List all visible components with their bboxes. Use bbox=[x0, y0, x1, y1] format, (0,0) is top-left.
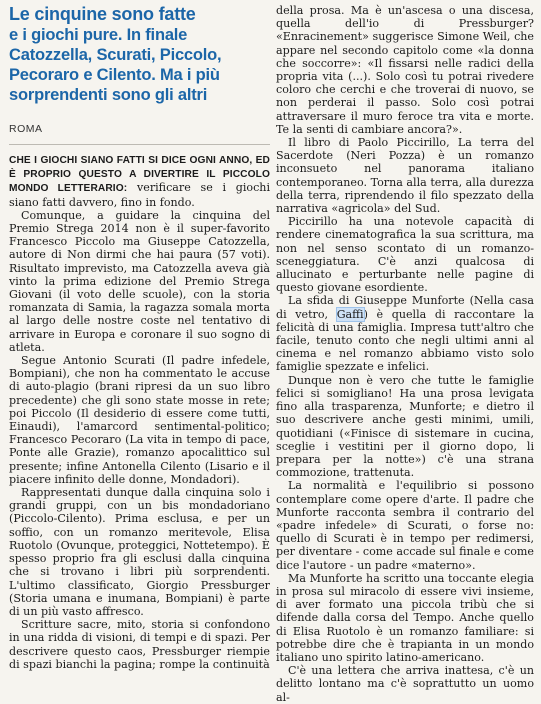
headline bbox=[9, 4, 270, 105]
body-paragraph: della prosa. Ma è un'ascesa o una discesa, quella dell'io di Pressburger? «Enracinement» suggerisce Simone Weil, che appare nel secondo capitolo come «la donna che soccorre»: «Il fissarsi nelle radici della propria vita (...). Solo così tu potrai rivedere coloro che cerchi e che troverai di nuovo, se non perderai il passo. Solo così potrai attraversare il muro feroce tra vita e morte. Te la senti di cambiare ancora?». bbox=[276, 4, 534, 136]
body-paragraph: Dunque non è vero che tutte le famiglie felici si somigliano! Ha una prosa levigata fino alla trasparenza, Munforte; e dietro il suo descrivere anche gesti minimi, umili, quotidiani («Finisce di sistemare in cucina, sceglie i vestitini per il giorno dopo, li prepara per la notte») c'è una strana commozione, trattenuta. bbox=[276, 373, 534, 480]
body-paragraph: Piccirillo ha una notevole capacità di rendere cinematografica la sua scrittura, ma non nel senso scontato di un romanzo-sceneggiatura. C'è anzi qualcosa di allucinato e perturbante nelle pagine di questo giovane esordiente. bbox=[276, 215, 534, 295]
right-column bbox=[276, 4, 534, 704]
body-paragraph: Comunque, a guidare la cinquina del Premio Strega 2014 non è il super-favorito Francesco Piccolo ma Giuseppe Catozzella, autore di Non dirmi che hai paura (57 voti). Risultato imprevisto, ma Catozzella aveva già vinto la prima edizione del Premio Strega Giovani (il voto delle scuole), con la storia romanzata di Samia, la ragazza somala morta al largo delle nostre coste nel tentativo di arrivare in Europa e coronare il suo sogno di atleta. bbox=[9, 208, 270, 354]
body-paragraph: Rappresentati dunque dalla cinquina solo i grandi gruppi, con un bis mondadoriano (Piccolo-Cilento). Prima esclusa, e per un soffio, con un romanzo meritevole, Elisa Ruotolo (Ovunque, proteggici, Nottetempo). È spesso proprio fra gli esclusi dalla cinquina che si trovano i libri più sorprendenti. L'ultimo classificato, Giorgio Pressburger (Storia umana e inumana, Bompiani) è parte di un più vasto affresco. bbox=[9, 486, 270, 618]
text-fragment: La sfida di Giuseppe Munforte (Nella casa di vetro, bbox=[276, 294, 534, 321]
highlighted-publisher[interactable]: Gaffi bbox=[336, 307, 364, 321]
intro-paragraph bbox=[9, 153, 270, 209]
left-column bbox=[9, 4, 270, 671]
kicker-tail: verificare se i giochi siano fatti davvero, fino in fondo. bbox=[9, 181, 270, 209]
body-paragraph: Ma Munforte ha scritto una toccante elegia in prosa sul miracolo di essere vivi insieme, di aver formato una piccola tribù che si difende dalla corsa del Tempo. Anche quello di Elisa Ruotolo è un romanzo familiare: si potrebbe dire che è trapianta in un mondo italiano uno spirito latino-americano. bbox=[276, 571, 534, 664]
body-paragraph: Segue Antonio Scurati (Il padre infedele, Bompiani), che non ha commentato le accuse di auto-plagio (brani ripresi da un suo libro precedente) che gli sono state mosse in rete; poi Piccolo (Il desiderio di essere come tutti, Einaudi), l'amarcord sentimental-politico; Francesco Pecoraro (La vita in tempo di pace, Ponte alle Grazie), romanzo apocalittico sul presente; infine Antonella Cilento (Lisario e il piacere infinito delle donne, Mondadori). bbox=[9, 354, 270, 486]
body-paragraph: Il libro di Paolo Piccirillo, La terra del Sacerdote (Neri Pozza) è un romanzo inconsueto nel panorama italiano contemporaneo. Torna alla terra, alla durezza della terra, riprendendo il filo spezzato della narrativa «agricola» del Sud. bbox=[276, 136, 534, 216]
headline-lead: Le cinquine sono fatte bbox=[9, 4, 196, 24]
dateline: ROMA bbox=[9, 123, 43, 135]
body-paragraph: La normalità e l'equilibrio si possono contemplare come opere d'arte. Il padre che Munforte racconta sembra il contrario del «padre infedele» di Scurati, o forse no: quello di Scurati è in tempo per redimersi, per diventare - come accade sul finale e come dice l'autore - un padre «materno». bbox=[276, 479, 534, 572]
body-paragraph bbox=[276, 294, 534, 373]
text-fragment: ) è quella di raccontare la felicità di una famiglia. Impresa tutt'altro che facile, tenuto conto che negli ultimi anni al cinema e nel romanzo abbiamo visto solo famiglie spezzate e infelici. bbox=[276, 307, 534, 374]
kicker: CHE I GIOCHI SIANO FATTI SI DICE OGNI ANNO, ED È PROPRIO QUESTO A DIVERTIRE IL PICCOLO MONDO LETTERARIO: bbox=[9, 155, 270, 195]
body-paragraph: C'è una lettera che arriva inattesa, c'è un delitto lontano ma c'è soprattutto un uomo al- bbox=[276, 664, 534, 704]
divider bbox=[9, 144, 270, 145]
headline-rest: e i giochi pure. In finale Catozzella, Scurati, Piccolo, Pecoraro e Cilento. Ma i più sorprendenti sono gli altri bbox=[9, 26, 222, 104]
body-paragraph: Scritture sacre, mito, storia si confondono in una ridda di visioni, di tempi e di spazi. Per descrivere questo caos, Pressburger riempie di spazi bianchi la pagina; rompe la continuità bbox=[9, 618, 270, 671]
